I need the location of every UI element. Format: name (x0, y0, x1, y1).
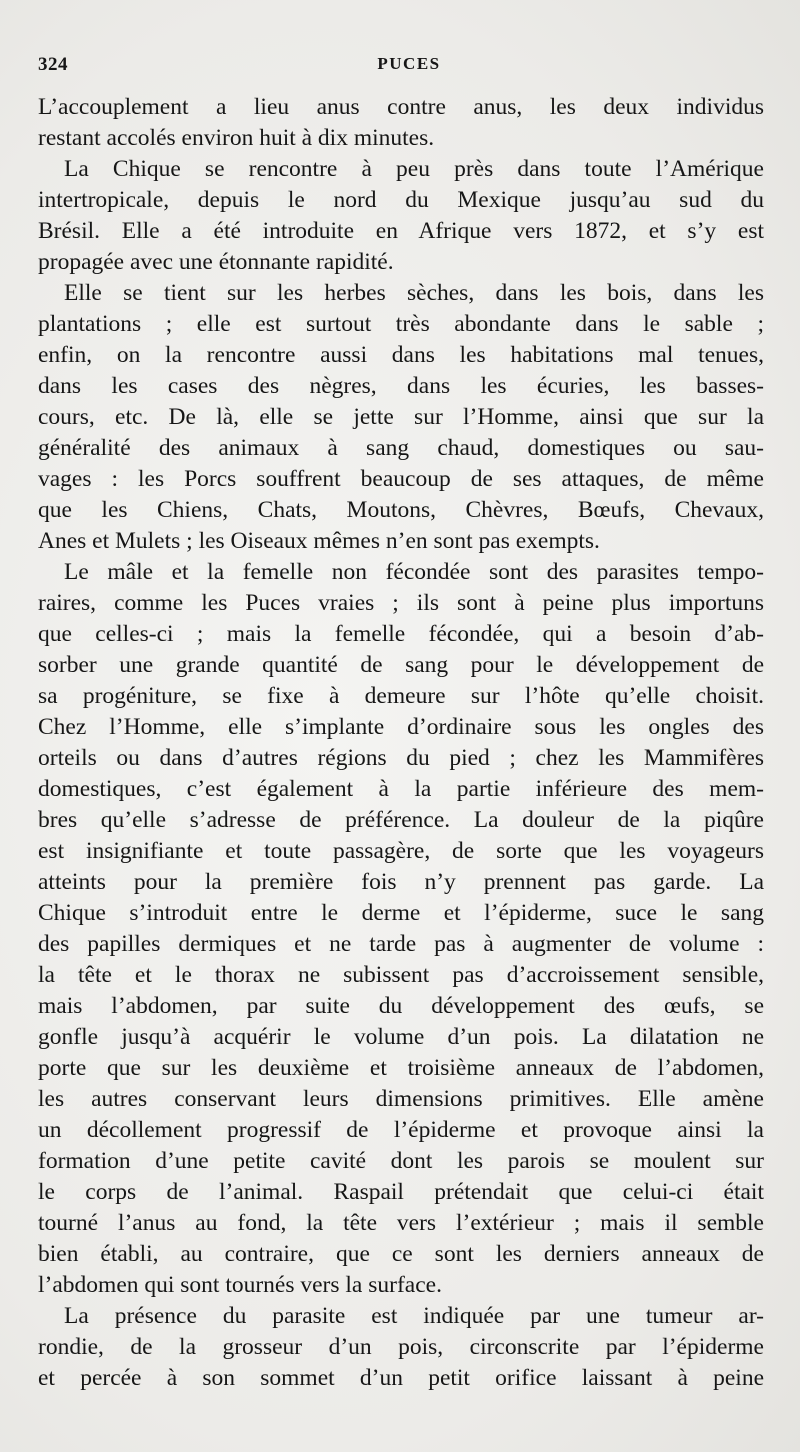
text-line: que les Chiens, Chats, Moutons, Chèvres, Bœufs, Chevaux, (38, 497, 764, 523)
text-line: Chez l’Homme, elle s’implante d’ordinaire sous les ongles des (38, 714, 764, 740)
text-line: et percée à son sommet d’un petit orifice laissant à peine (38, 1365, 764, 1391)
running-title: PUCES (377, 54, 441, 73)
page-number: 324 (38, 54, 68, 75)
text-line: gonfle jusqu’à acquérir le volume d’un pois. La dilatation ne (38, 1024, 764, 1050)
text-line: orteils ou dans d’autres régions du pied ; chez les Mammifères (38, 745, 764, 771)
text-line: cours, etc. De là, elle se jette sur l’Homme, ainsi que sur la (38, 404, 764, 430)
text-line: domestiques, c’est également à la partie inférieure des mem- (38, 776, 764, 802)
text-line: des papilles dermiques et ne tarde pas à augmenter de volume : (38, 931, 764, 957)
text-line: tourné l’anus au fond, la tête vers l’extérieur ; mais il semble (38, 1210, 764, 1236)
text-line: enfin, on la rencontre aussi dans les habitations mal tenues, (38, 342, 764, 368)
text-line: sa progéniture, se fixe à demeure sur l’hôte qu’elle choisit. (38, 683, 764, 709)
text-line: restant accolés environ huit à dix minutes. (38, 125, 435, 151)
text-line: un décollement progressif de l’épiderme et provoque ainsi la (38, 1117, 764, 1143)
text-line: La Chique se rencontre à peu près dans toute l’Amérique (64, 156, 764, 182)
text-line: Elle se tient sur les herbes sèches, dans les bois, dans les (64, 280, 764, 306)
text-line: les autres conservant leurs dimensions primitives. Elle amène (38, 1086, 764, 1112)
text-line: raires, comme les Puces vraies ; ils sont à peine plus importuns (38, 590, 764, 616)
text-line: Brésil. Elle a été introduite en Afrique vers 1872, et s’y est (38, 218, 764, 244)
text-line: Le mâle et la femelle non fécondée sont des parasites tempo- (64, 559, 764, 585)
text-line: plantations ; elle est surtout très abondante dans le sable ; (38, 311, 764, 337)
text-line: vages : les Porcs souffrent beaucoup de ses attaques, de même (38, 466, 764, 492)
text-line: est insignifiante et toute passagère, de sorte que les voyageurs (38, 838, 764, 864)
text-line: L’accouplement a lieu anus contre anus, les deux individus (38, 94, 764, 120)
text-line: généralité des animaux à sang chaud, domestiques ou sau- (38, 435, 764, 461)
text-line: propagée avec une étonnante rapidité. (38, 249, 394, 275)
text-line: la tête et le thorax ne subissent pas d’accroissement sensible, (38, 962, 764, 988)
text-line: sorber une grande quantité de sang pour le développement de (38, 652, 764, 678)
text-line: porte que sur les deuxième et troisième anneaux de l’abdomen, (38, 1055, 764, 1081)
text-line: que celles-ci ; mais la femelle fécondée, qui a besoin d’ab- (38, 621, 764, 647)
text-line: Chique s’introduit entre le derme et l’épiderme, suce le sang (38, 900, 764, 926)
body-text (38, 92, 764, 1394)
text-line: dans les cases des nègres, dans les écuries, les basses- (38, 373, 764, 399)
text-line: mais l’abdomen, par suite du développement des œufs, se (38, 993, 764, 1019)
text-line: intertropicale, depuis le nord du Mexique jusqu’au sud du (38, 187, 764, 213)
text-line: l’abdomen qui sont tournés vers la surface. (38, 1272, 442, 1298)
text-line: le corps de l’animal. Raspail prétendait que celui-ci était (38, 1179, 764, 1205)
text-line: formation d’une petite cavité dont les parois se moulent sur (38, 1148, 764, 1174)
text-line: bres qu’elle s’adresse de préférence. La douleur de la piqûre (38, 807, 764, 833)
text-line: Anes et Mulets ; les Oiseaux mêmes n’en sont pas exempts. (38, 528, 600, 554)
text-line: bien établi, au contraire, que ce sont les derniers anneaux de (38, 1241, 764, 1267)
page-header (38, 54, 750, 84)
text-line: rondie, de la grosseur d’un pois, circonscrite par l’épiderme (38, 1334, 764, 1360)
text-line: atteints pour la première fois n’y prennent pas garde. La (38, 869, 764, 895)
text-line: La présence du parasite est indiquée par une tumeur ar- (64, 1303, 764, 1329)
